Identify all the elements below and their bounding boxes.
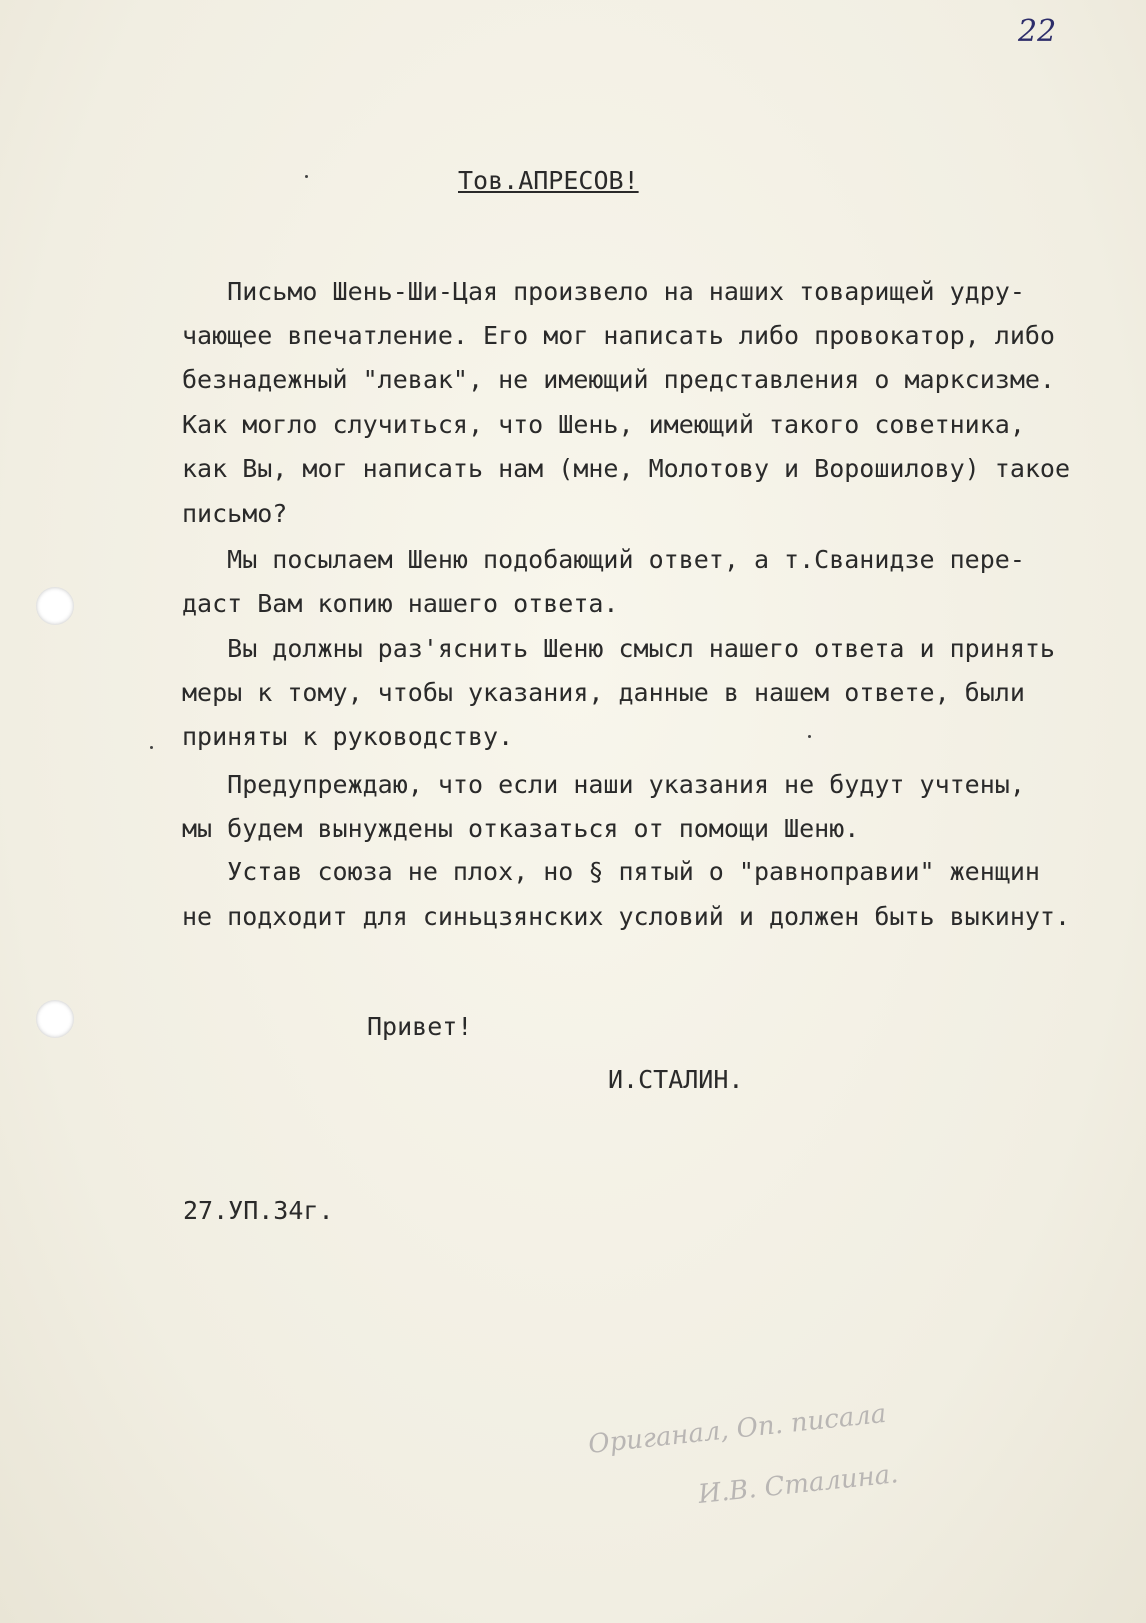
body-line: чающее впечатление. Его мог написать либо провокатор, либо: [182, 321, 1055, 350]
body-line: Предупреждаю, что если наши указания не будут учтены,: [182, 770, 1025, 799]
body-line: письмо?: [182, 499, 288, 528]
body-line: как Вы, мог написать нам (мне, Молотову и Ворошилову) такое: [182, 454, 1071, 483]
body-line: Как могло случиться, что Шень, имеющий такого советника,: [182, 410, 1025, 439]
body-line: Вы должны раз'яснить Шеню смысл нашего ответа и принять: [182, 634, 1055, 663]
document-date: 27.УП.34г.: [183, 1196, 334, 1225]
pencil-annotation: [586, 1398, 1060, 1540]
salutation: Тов.АПРЕСОВ!: [458, 166, 639, 195]
body-line: Устав союза не плох, но § пятый о "равноправии" женщин: [182, 857, 1040, 886]
body-line: даст Вам копию нашего ответа.: [182, 589, 619, 618]
ink-speck: [808, 735, 811, 738]
page-number: 22: [1018, 14, 1057, 49]
body-line: приняты к руководству.: [182, 722, 514, 751]
body-line: Письмо Шень-Ши-Цая произвело на наших товарищей удру-: [182, 277, 1025, 306]
pencil-annotation-line: Ориганал, Оп. писала: [586, 1398, 888, 1460]
ink-speck: [305, 175, 308, 178]
ink-speck: [150, 746, 153, 749]
body-line: не подходит для синьцзянских условий и должен быть выкинут.: [182, 902, 1071, 931]
pencil-annotation-line: И.В. Сталина.: [696, 1459, 900, 1510]
body-line: безнадежный "левак", не имеющий представления о марксизме.: [182, 365, 1055, 394]
body-line: мы будем вынуждены отказаться от помощи Шеню.: [182, 814, 860, 843]
closing-greeting: Привет!: [367, 1012, 473, 1041]
body-line: меры к тому, чтобы указания, данные в нашем ответе, были: [182, 678, 1025, 707]
signature: И.СТАЛИН.: [608, 1065, 744, 1094]
body-line: Мы посылаем Шеню подобающий ответ, а т.Сванидзе пере-: [182, 545, 1025, 574]
punch-hole: [36, 587, 74, 625]
punch-hole: [36, 1000, 74, 1038]
